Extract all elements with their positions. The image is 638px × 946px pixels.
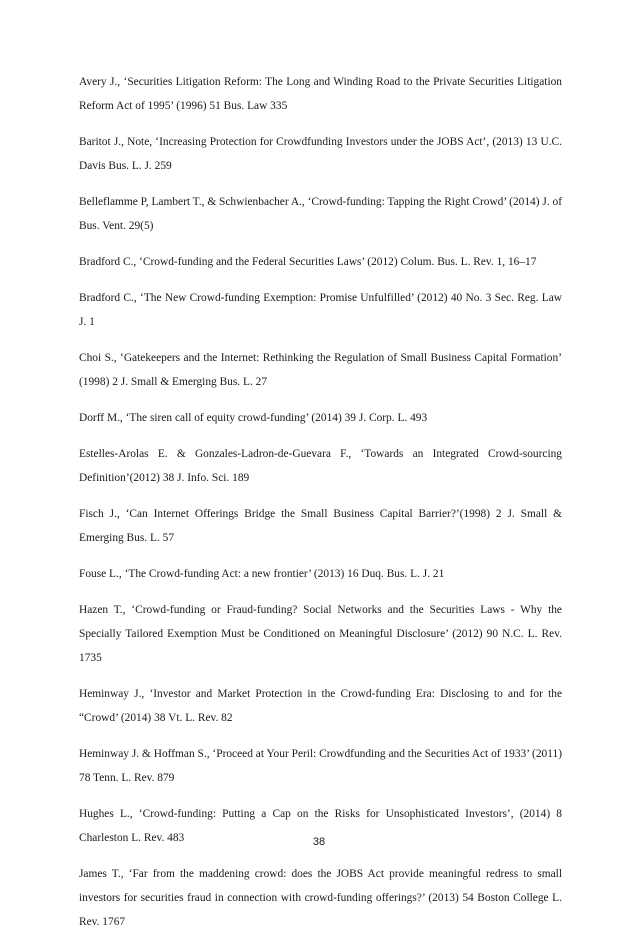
reference-entry: Hughes L., ‘Crowd-funding: Putting a Cap on the Risks for Unsophisticated Investors’, (2014) 8 Charleston L. Rev. 483 — [79, 808, 562, 844]
page-number: 38 — [312, 836, 326, 848]
reference-entry: Bradford C., ‘Crowd-funding and the Federal Securities Laws’ (2012) Colum. Bus. L. Rev. 1, 16–17 — [79, 256, 537, 268]
reference-entry: James T., ‘Far from the maddening crowd: does the JOBS Act provide meaningful redress to small investors for securities fraud in connection with crowd-funding offerings?’ (2013) 54 Boston College L. Rev. 1767 — [79, 868, 562, 928]
reference-entry: Heminway J. & Hoffman S., ‘Proceed at Your Peril: Crowdfunding and the Securities Act of 1933’ (2011) 78 Tenn. L. Rev. 879 — [79, 748, 562, 784]
reference-entry: Avery J., ‘Securities Litigation Reform: The Long and Winding Road to the Private Securities Litigation Reform Act of 1995’ (1996) 51 Bus. Law 335 — [79, 76, 562, 112]
reference-entry: Estelles-Arolas E. & Gonzales-Ladron-de-Guevara F., ‘Towards an Integrated Crowd-sourcing Definition’(2012) 38 J. Info. Sci. 189 — [79, 448, 562, 484]
reference-entry: Bradford C., ‘The New Crowd-funding Exemption: Promise Unfulfilled’ (2012) 40 No. 3 Sec. Reg. Law J. 1 — [79, 292, 562, 328]
reference-entry: Fisch J., ‘Can Internet Offerings Bridge the Small Business Capital Barrier?’(1998) 2 J. Small & Emerging Bus. L. 57 — [79, 508, 562, 544]
reference-list — [79, 70, 562, 946]
reference-entry: Dorff M., ‘The siren call of equity crowd-funding’ (2014) 39 J. Corp. L. 493 — [79, 412, 428, 424]
reference-entry: Heminway J., ‘Investor and Market Protection in the Crowd-funding Era: Disclosing to and for the “Crowd’ (2014) 38 Vt. L. Rev. 82 — [79, 688, 562, 724]
reference-entry: Choi S., ‘Gatekeepers and the Internet: Rethinking the Regulation of Small Business Capital Formation’ (1998) 2 J. Small & Emerging Bus. L. 27 — [79, 352, 562, 388]
reference-entry: Hazen T., ‘Crowd-funding or Fraud-funding? Social Networks and the Securities Laws - Why the Specially Tailored Exemption Must be Conditioned on Meaningful Disclosure’ (2012) 90 N.C. L. Rev. 1735 — [79, 604, 562, 664]
reference-entry: Baritot J., Note, ‘Increasing Protection for Crowdfunding Investors under the JOBS Act’, (2013) 13 U.C. Davis Bus. L. J. 259 — [79, 136, 562, 172]
reference-entry: Fouse L., ‘The Crowd-funding Act: a new frontier’ (2013) 16 Duq. Bus. L. J. 21 — [79, 568, 445, 580]
reference-entry: Belleflamme P, Lambert T., & Schwienbacher A., ‘Crowd-funding: Tapping the Right Crowd’ (2014) J. of Bus. Vent. 29(5) — [79, 196, 563, 232]
